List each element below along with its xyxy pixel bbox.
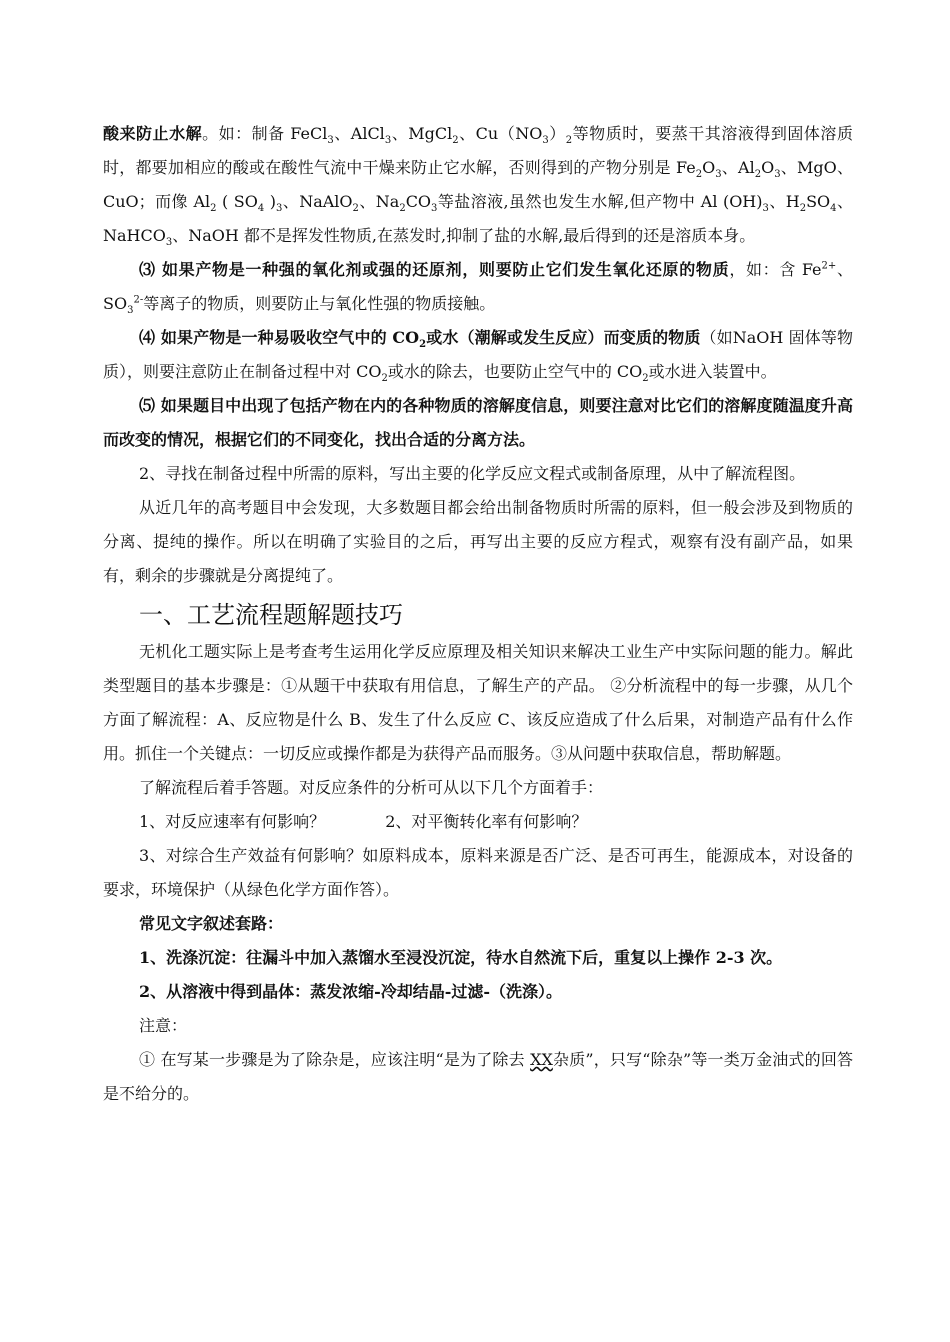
note-item: ① 在写某一步骤是为了除杂是，应该注明“是为了除去 XX杂质”，只写“除杂”等一类万金油式的回答是不给分的。 xyxy=(103,1050,853,1103)
pattern-washing: 1、洗涤沉淀：往漏斗中加入蒸馏水至浸没沉淀，待水自然流下后，重复以上操作 2-3 次。 xyxy=(139,948,783,967)
paragraph-exam-trends: 从近几年的高考题目中会发现，大多数题目都会给出制备物质时所需的原料，但一般会涉及到物质的分离、提纯的操作。所以在明确了实验目的之后，再写出主要的反应方程式，观察有没有副产品，如果有，剩余的步骤就是分离提纯了。 xyxy=(103,498,853,585)
paragraph-conditions-intro: 了解流程后着手答题。对反应条件的分析可从以下几个方面着手： xyxy=(139,778,604,797)
paragraph-solubility: ⑸ 如果题目中出现了包括产物在内的各种物质的溶解度信息，则要注意对比它们的溶解度随温度升高而改变的情况，根据它们的不同变化，找出合适的分离方法。 xyxy=(103,396,853,449)
document-body xyxy=(103,117,853,1111)
pattern-crystals: 2、从溶液中得到晶体：蒸发浓缩-冷却结晶-过滤-（洗涤）。 xyxy=(139,982,563,1001)
paragraph-moisture: ⑷ 如果产物是一种易吸收空气中的 $CO_2$或水（潮解或发生反应）而变质的物质（如NaOH 固体等物质），则要注意防止在制备过程中对 $CO_2$或水的除去，也要防止空气中的 $CO_2$或水进入装置中。 xyxy=(103,328,853,385)
paragraph-hydrolysis: 酸来防止水解。如：制备 FeCl$_3$、AlCl$_3$、MgCl$_2$、$Cu(NO_3)_2$等物质时，要蒸干其溶液得到固体溶质时，都要加相应的酸或在酸性气流中干燥来防止它水解，否则得到的产物分别是 $Fe_2O_3$、$Al_2O_3$、MgO、CuO；而像 $Al_2$ ( $SO_4$ )$_3$、NaAlO$_2$、$Na_2CO_3$等盐溶液,虽然也发生水解,但产物中 Al $(OH)_3$、$H_2SO_4$、NaHCO$_3$、NaOH 都不是挥发性物质,在蒸发时,抑制了盐的水解,最后得到的还是溶质本身。 xyxy=(103,124,853,249)
paragraph-raw-materials: 2、寻找在制备过程中所需的原料，写出主要的化学反应文程式或制备原理，从中了解流程图。 xyxy=(139,464,806,483)
paragraph-efficiency: 3、对综合生产效益有何影响？如原料成本，原料来源是否广泛、是否可再生，能源成本，对设备的要求，环境保护（从绿色化学方面作答）。 xyxy=(103,846,853,899)
subheading-patterns: 常见文字叙述套路： xyxy=(139,914,284,933)
paragraph-steps: 无机化工题实际上是考查考生运用化学反应原理及相关知识来解决工业生产中实际问题的能力。解此类型题目的基本步骤是：①从题干中获取有用信息，了解生产的产品。 ②分析流程中的每一步骤，从几个方面了解流程：A、反应物是什么 B、发生了什么反应 C、该反应造成了什么后果，对制造产品有什么作用。抓住一个关键点：一切反应或操作都是为获得产品而服务。③从问题中获取信息，帮助解题。 xyxy=(103,642,853,763)
bold-phrase: ⑶ 如果产物是一种强的氧化剂或强的还原剂，则要防止它们发生氧化还原的物质 xyxy=(139,260,730,279)
bold-phrase: ⑷ 如果产物是一种易吸收空气中的 CO xyxy=(139,328,420,347)
paragraph-redox: ⑶ 如果产物是一种强的氧化剂或强的还原剂，则要防止它们发生氧化还原的物质，如：含 $Fe^{2+}$、$SO_3^{2-}$等离子的物质，则要防止与氧化性强的物质接触。 xyxy=(103,260,853,317)
paragraph-conditions-list xyxy=(103,805,853,839)
note-label: 注意： xyxy=(139,1016,188,1035)
list-item: 1、对反应速率有何影响？ xyxy=(139,812,326,831)
list-item: 2、对平衡转化率有何影响？ xyxy=(385,812,588,831)
bold-phrase: 酸来防止水解 xyxy=(103,124,203,143)
section-heading: 一、工艺流程题解题技巧 xyxy=(139,601,403,629)
